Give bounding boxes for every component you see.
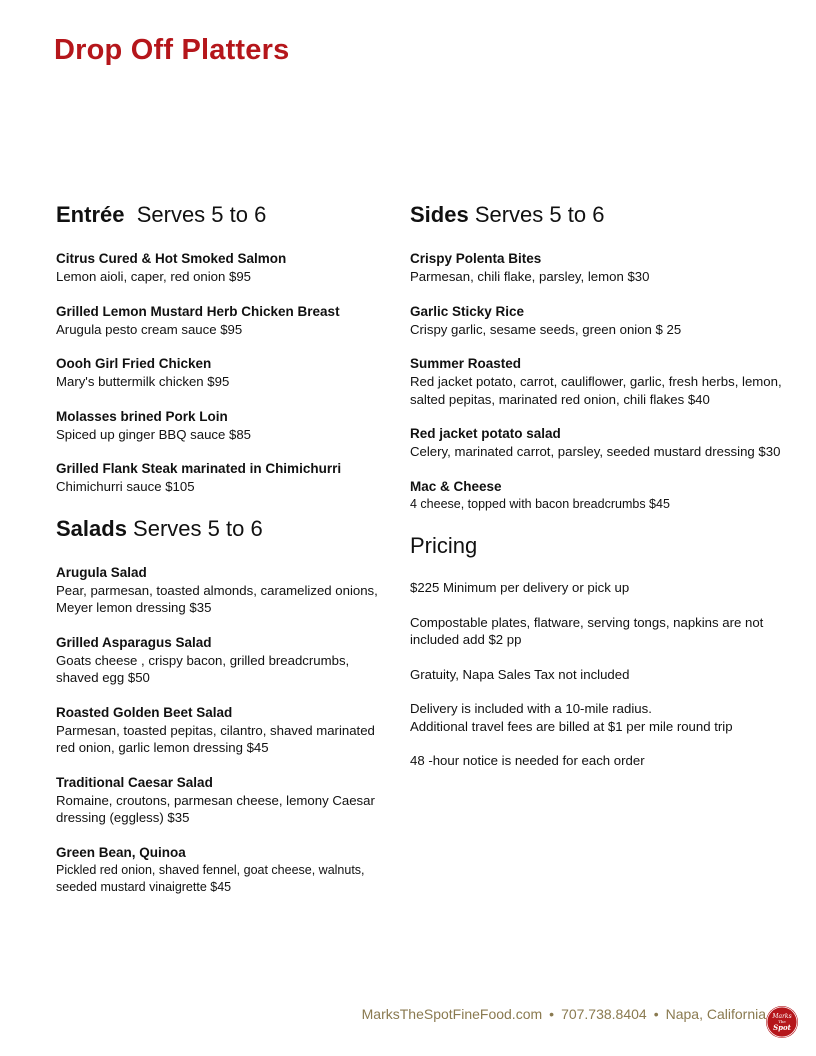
menu-item <box>56 844 391 897</box>
entree-heading-label: Entrée <box>56 202 125 227</box>
item-description: 4 cheese, topped with bacon breadcrumbs $45 <box>410 496 670 511</box>
item-name: Mac & Cheese <box>410 478 502 494</box>
item-name: Grilled Lemon Mustard Herb Chicken Breast <box>56 303 340 319</box>
item-description: Parmesan, toasted pepitas, cilantro, shaved marinated red onion, garlic lemon dressing $45 <box>56 722 375 755</box>
menu-item <box>410 478 805 514</box>
item-name: Crispy Polenta Bites <box>410 251 542 266</box>
sides-heading-serves: Serves 5 to 6 <box>468 202 605 227</box>
pricing-line: $225 Minimum per delivery or pick up <box>410 580 630 595</box>
item-name: Grilled Asparagus Salad <box>56 634 212 650</box>
item-description: Celery, marinated carrot, parsley, seeded mustard dressing $30 <box>410 444 781 459</box>
left-column <box>56 200 391 914</box>
pricing-line: Gratuity, Napa Sales Tax not included <box>410 666 630 682</box>
entree-list <box>56 250 391 496</box>
pricing-line: 48 -hour notice is needed for each order <box>410 753 645 768</box>
item-name: Roasted Golden Beet Salad <box>56 704 233 720</box>
item-description: Red jacket potato, carrot, cauliflower, garlic, fresh herbs, lemon, salted pepitas, marinated red onion, chili flakes $40 <box>410 374 782 407</box>
salads-heading-serves: Serves 5 to 6 <box>126 515 263 541</box>
item-name: Red jacket potato salad <box>410 426 561 441</box>
item-description: Crispy garlic, sesame seeds, green onion $ 25 <box>410 321 682 337</box>
pricing-list <box>410 579 805 770</box>
salads-list <box>56 564 391 897</box>
footer <box>362 1006 766 1022</box>
item-description: Spiced up ginger BBQ sauce $85 <box>56 426 252 442</box>
item-name: Traditional Caesar Salad <box>56 774 213 790</box>
sides-heading <box>410 200 805 230</box>
menu-item <box>410 355 805 408</box>
footer-location: Napa, California <box>665 1006 766 1022</box>
salads-heading-label: Salads <box>56 515 127 541</box>
menu-item <box>410 303 805 339</box>
menu-item <box>56 704 391 757</box>
menu-item <box>56 355 391 391</box>
menu-item <box>56 303 391 339</box>
item-name: Citrus Cured & Hot Smoked Salmon <box>56 251 287 266</box>
sides-list <box>410 250 805 513</box>
right-column <box>410 200 805 787</box>
item-description: Parmesan, chili flake, parsley, lemon $30 <box>410 269 650 284</box>
footer-separator: • <box>653 1006 659 1022</box>
item-name: Arugula Salad <box>56 564 147 580</box>
entree-heading-serves: Serves 5 to 6 <box>124 202 267 227</box>
item-description: Arugula pesto cream sauce $95 <box>56 321 243 337</box>
menu-item <box>56 408 391 444</box>
item-name: Summer Roasted <box>410 356 522 371</box>
footer-website: MarksTheSpotFineFood.com <box>361 1006 543 1022</box>
entree-heading <box>56 200 391 230</box>
menu-item <box>56 774 391 827</box>
salads-heading <box>56 514 391 544</box>
menu-item <box>410 250 805 286</box>
svg-text:The: The <box>778 1019 786 1024</box>
page-title: Drop Off Platters <box>54 34 290 66</box>
pricing-line: Compostable plates, flatware, serving tongs, napkins are not included add $2 pp <box>410 614 764 647</box>
item-name: Molasses brined Pork Loin <box>56 408 228 424</box>
menu-item <box>56 250 391 286</box>
item-description: Pear, parmesan, toasted almonds, caramelized onions, Meyer lemon dressing $35 <box>56 582 378 615</box>
menu-item <box>410 425 805 461</box>
svg-text:Spot: Spot <box>773 1023 791 1032</box>
pricing-delivery <box>410 700 805 735</box>
pricing-line: Delivery is included with a 10-mile radius. <box>410 701 652 716</box>
footer-phone: 707.738.8404 <box>561 1006 647 1022</box>
item-description: Pickled red onion, shaved fennel, goat cheese, walnuts, seeded mustard vinaigrette $45 <box>56 862 365 894</box>
item-description: Mary's buttermilk chicken $95 <box>56 374 230 389</box>
item-name: Garlic Sticky Rice <box>410 303 525 319</box>
menu-item <box>56 460 391 496</box>
item-description: Lemon aioli, caper, red onion $95 <box>56 269 252 284</box>
logo-mark <box>766 1006 798 1038</box>
sides-heading-label: Sides <box>410 202 469 227</box>
pricing-line: Additional travel fees are billed at $1 per mile round trip <box>410 718 733 734</box>
pricing-heading: Pricing <box>410 533 478 558</box>
item-name: Oooh Girl Fried Chicken <box>56 356 212 371</box>
menu-item <box>56 564 391 617</box>
footer-separator: • <box>549 1006 555 1022</box>
brand-logo-icon <box>766 1006 798 1038</box>
item-description: Chimichurri sauce $105 <box>56 479 195 494</box>
item-name: Green Bean, Quinoa <box>56 844 186 860</box>
item-description: Romaine, croutons, parmesan cheese, lemony Caesar dressing (eggless) $35 <box>56 792 375 825</box>
item-description: Goats cheese , crispy bacon, grilled breadcrumbs, shaved egg $50 <box>56 652 350 685</box>
svg-text:Marks: Marks <box>772 1013 792 1020</box>
menu-item <box>56 634 391 687</box>
item-name: Grilled Flank Steak marinated in Chimichurri <box>56 461 342 476</box>
